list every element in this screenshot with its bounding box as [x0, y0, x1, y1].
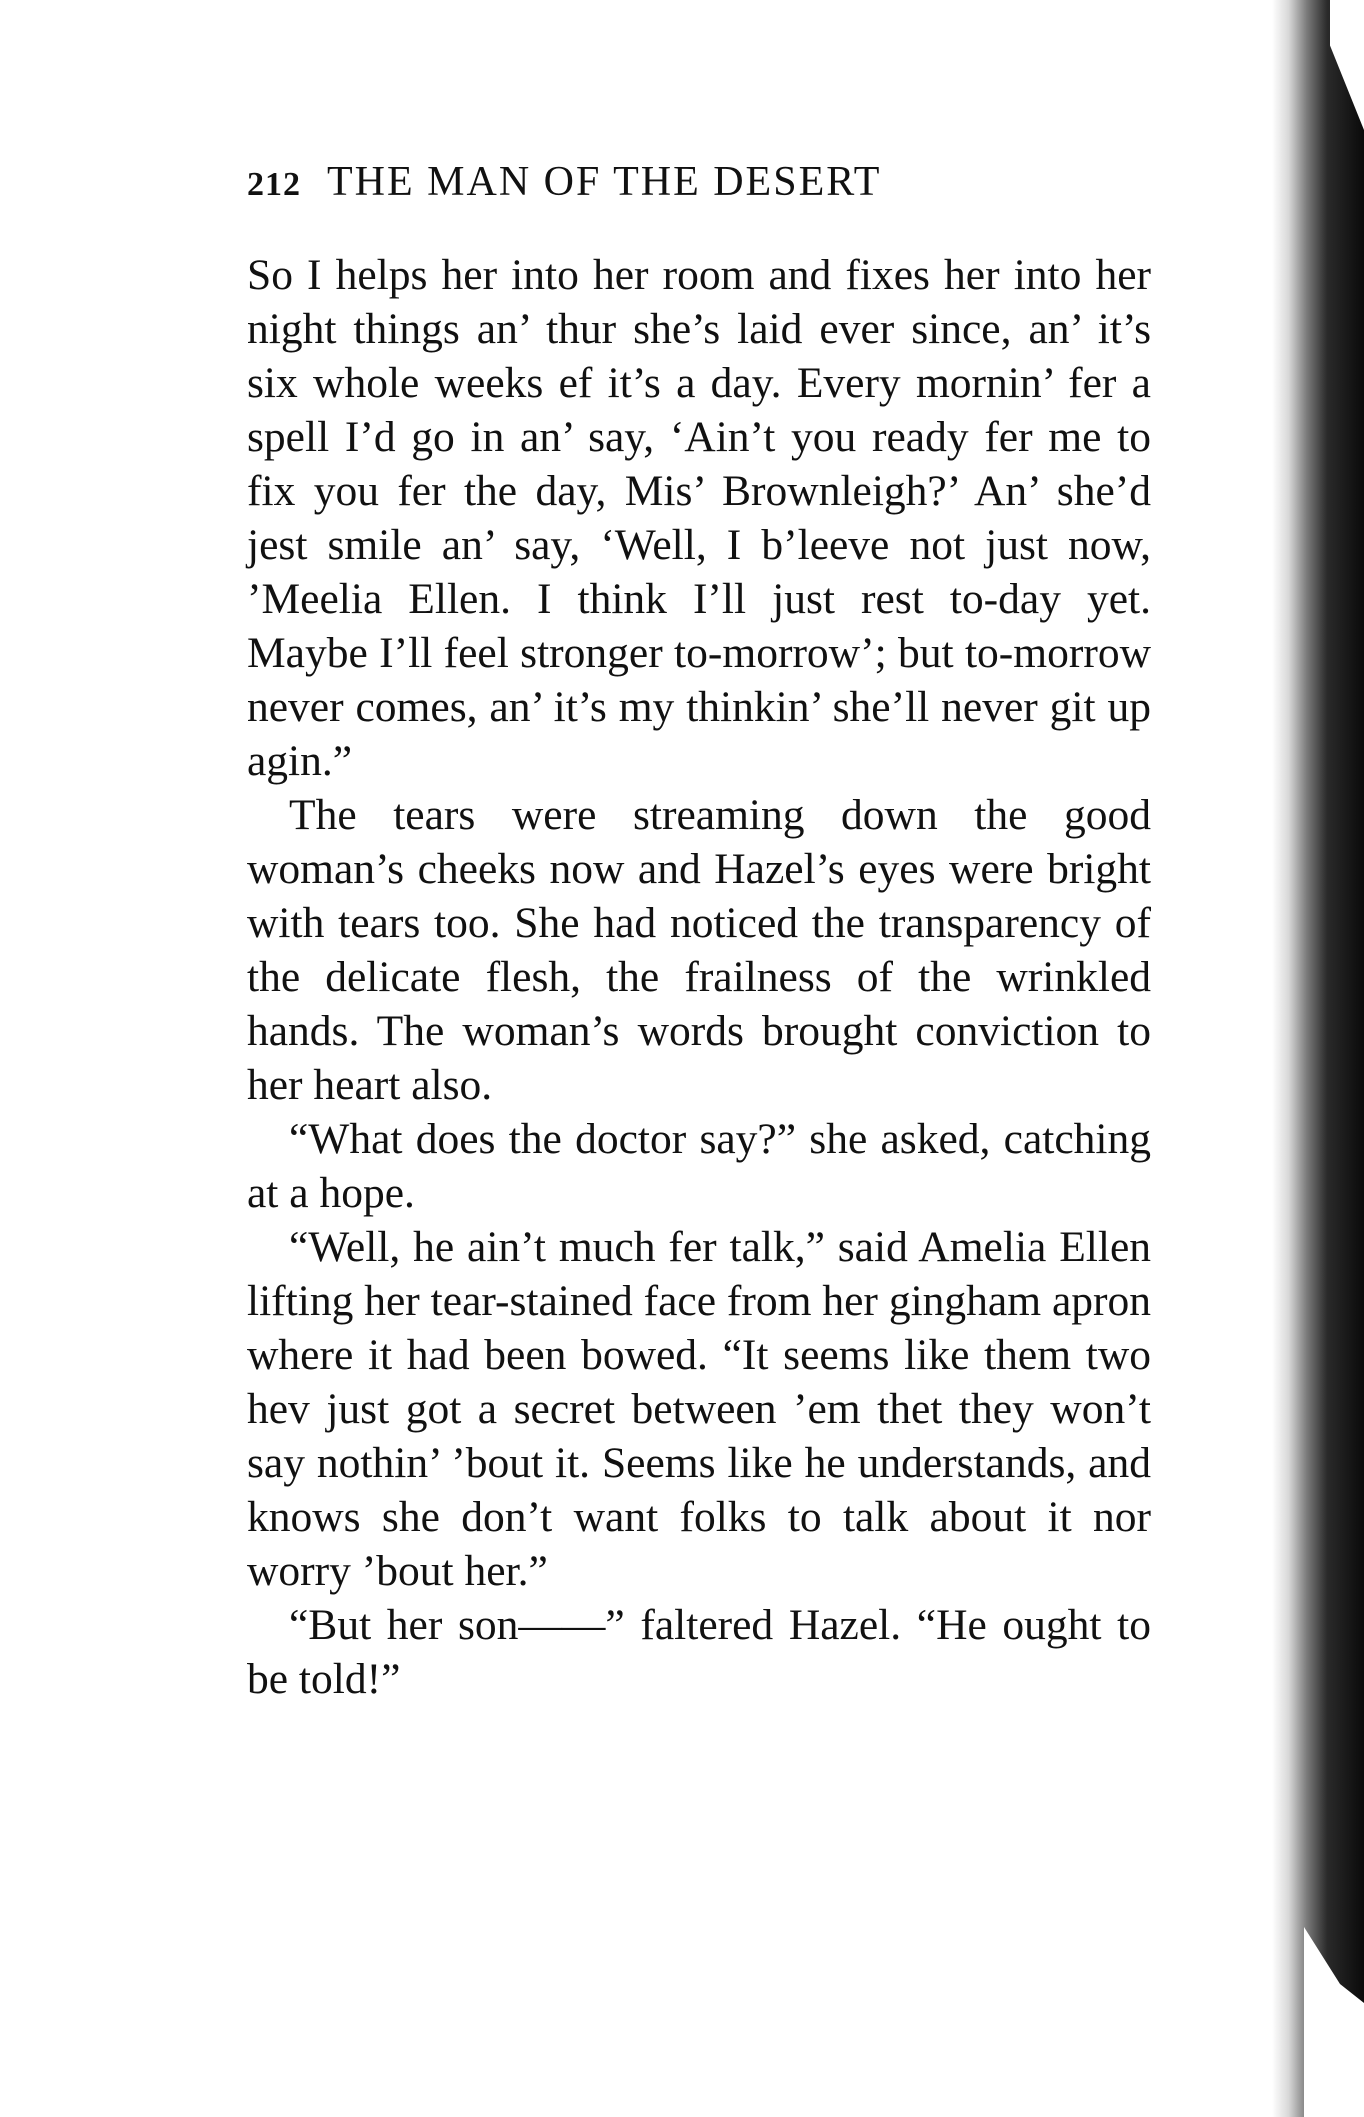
paragraph: “What does the doctor say?” she asked, catching at a hope.: [247, 1115, 1151, 1217]
page-header: [247, 158, 1147, 218]
paragraph: The tears were streaming down the good woman’s cheeks now and Hazel’s eyes were bright with tears too. She had noticed the transparency of the delicate flesh, the frailness of the wrinkled hands. The woman’s words brought conviction to her heart also.: [247, 791, 1151, 1109]
paragraph-continuation: So I helps her into her room and fixes her into her night things an’ thur she’s laid ever since, an’ it’s six whole weeks ef it’s a day. Every mornin’ fer a spell I’d go in an’ say, ‘Ain’t you ready fer me to fix you fer the day, Mis’ Brownleigh?’ An’ she’d jest smile an’ say, ‘Well, I b’leeve not just now, ’Meelia Ellen. I think I’ll just rest to-day yet. Maybe I’ll feel stronger to-morrow’; but to-morrow never comes, an’ it’s my thinkin’ she’ll never git up agin.”: [247, 251, 1151, 785]
page-number: 212: [247, 166, 301, 203]
page-gutter-shadow: [1272, 0, 1364, 2117]
running-title: THE MAN OF THE DESERT: [327, 159, 882, 205]
paragraph: “Well, he ain’t much fer talk,” said Amelia Ellen lifting her tear-stained face from her gingham apron where it had been bowed. “It seems like them two hev just got a secret between ’em thet they won’t say nothin’ ’bout it. Seems like he understands, and knows she don’t want folks to talk about it nor worry ’bout her.”: [247, 1223, 1151, 1595]
body-text: [247, 248, 1151, 1706]
paragraph: “But her son——” faltered Hazel. “He ought to be told!”: [247, 1601, 1151, 1703]
